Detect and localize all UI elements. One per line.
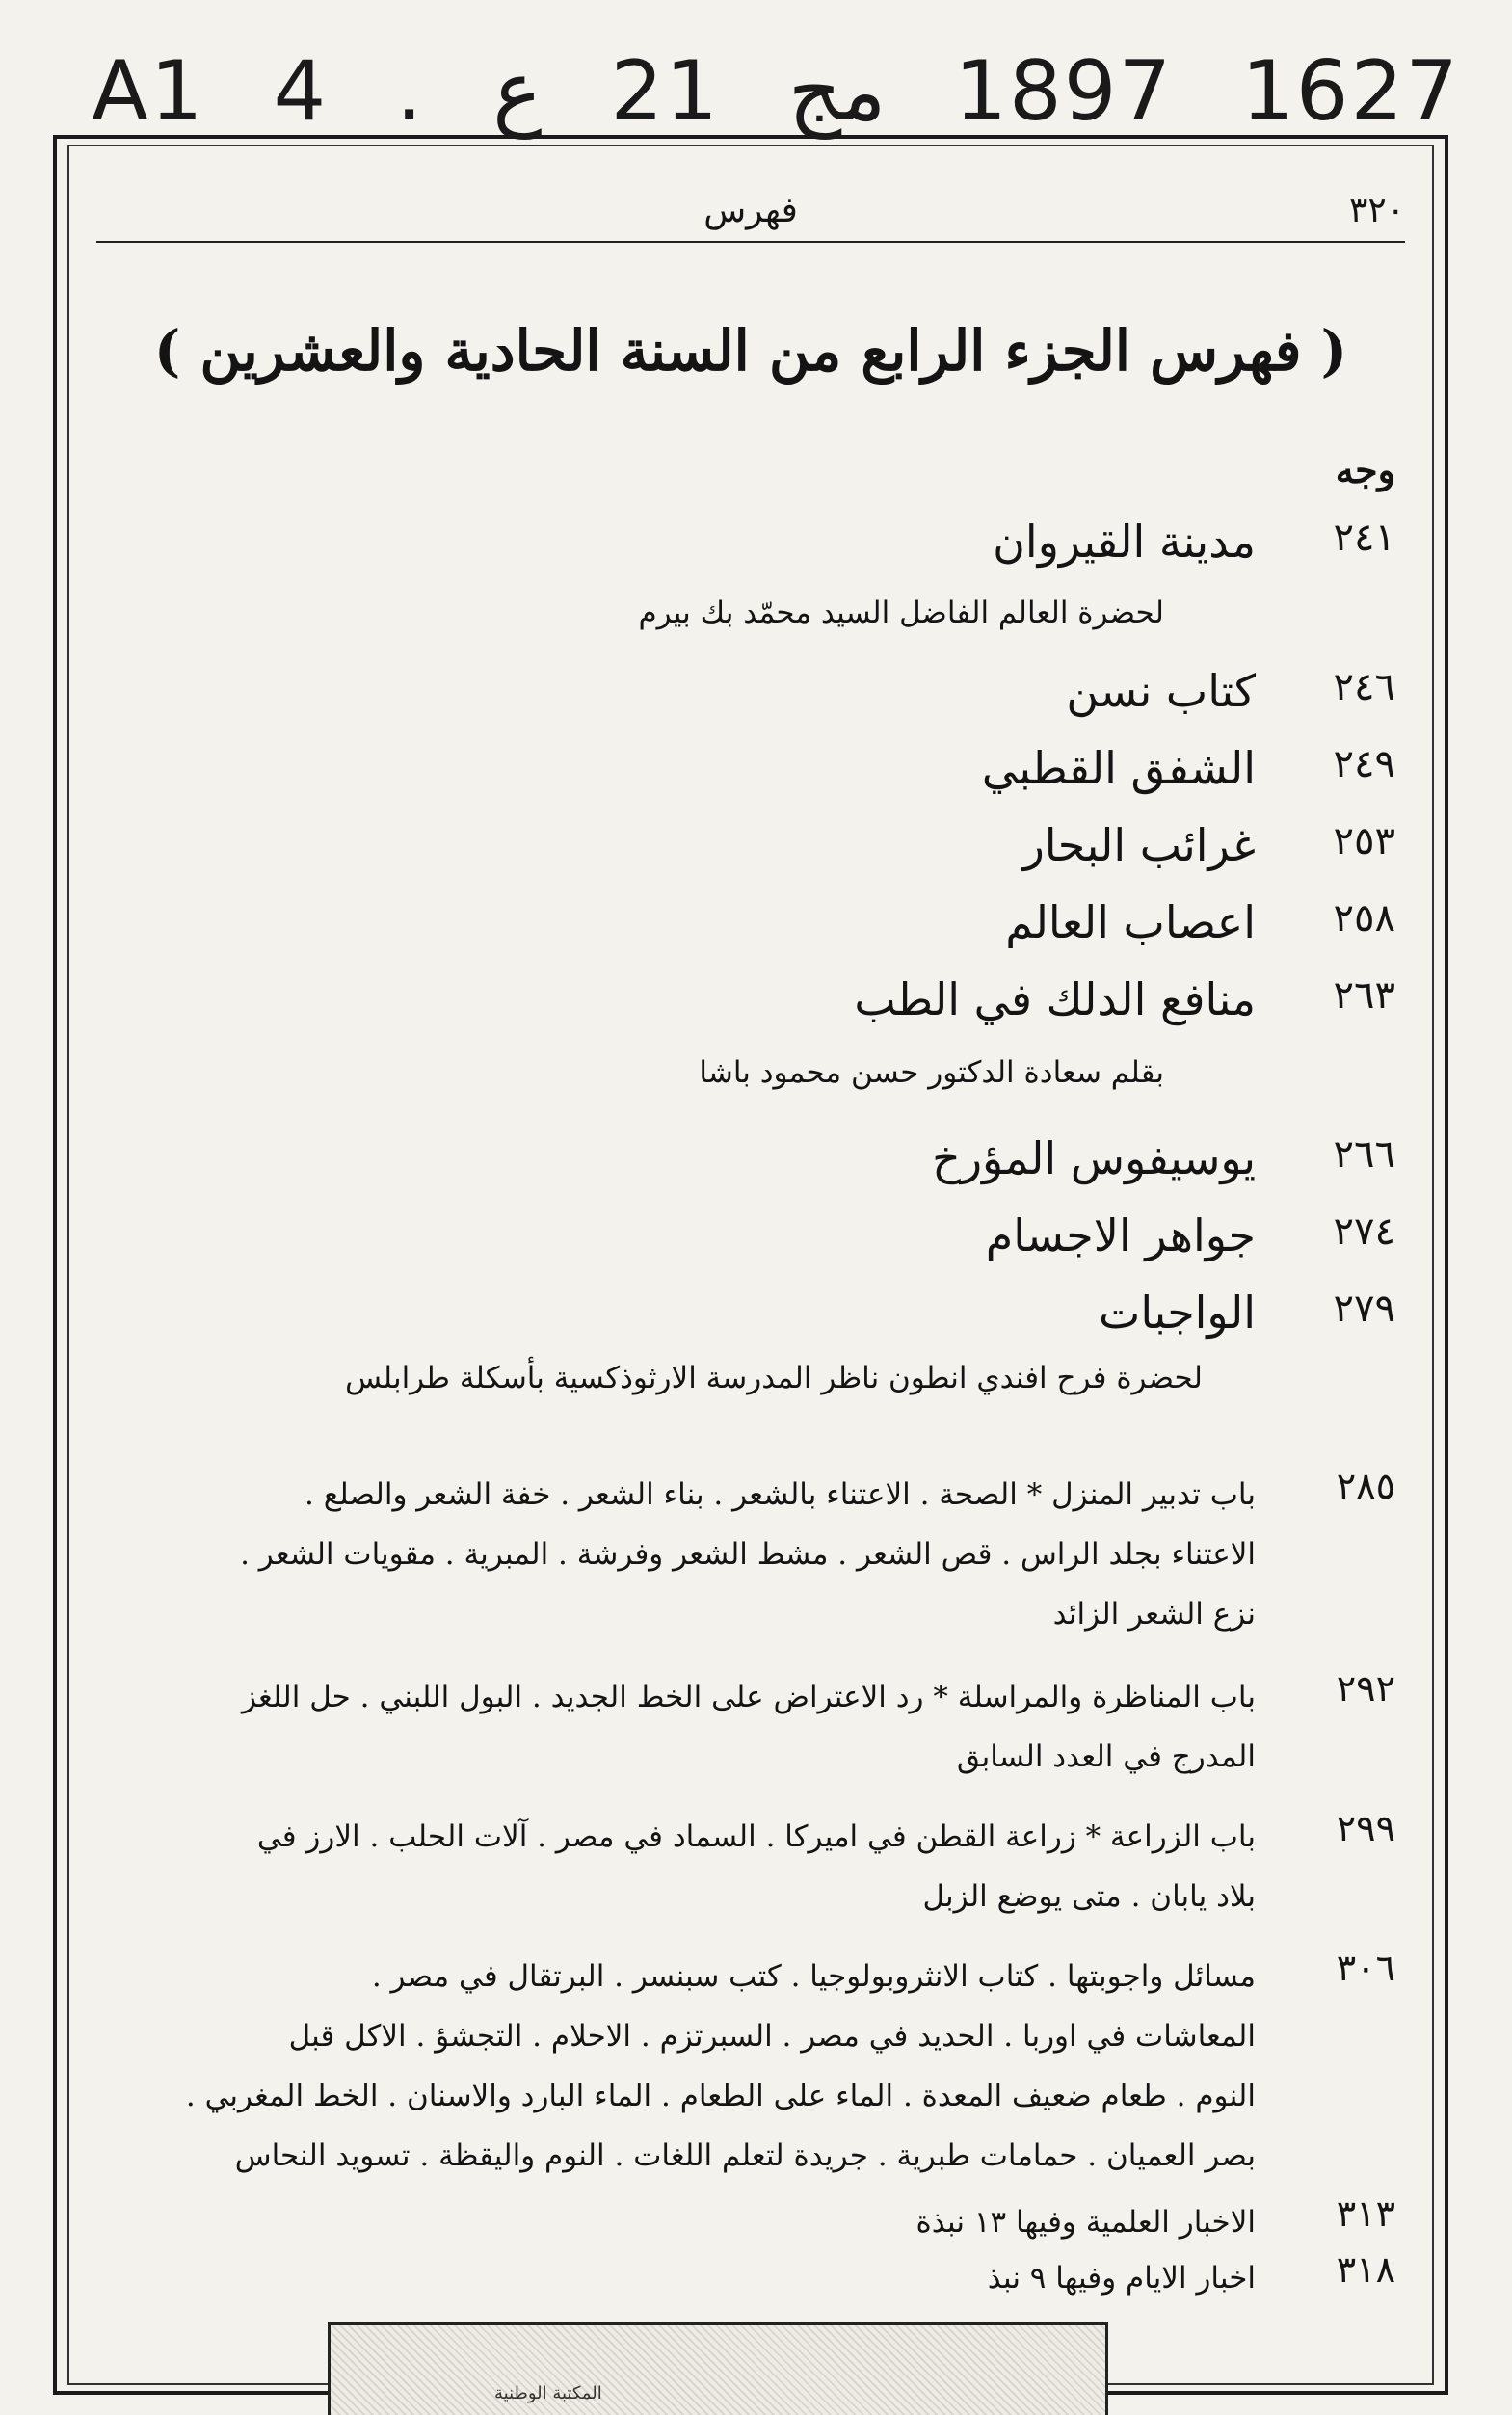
section-page: ٢٩٩	[1336, 1807, 1395, 1849]
byline-text: بقلم سعادة الدكتور حسن محمود باشا	[699, 1055, 1164, 1090]
entry-title: منافع الدلك في الطب	[854, 973, 1256, 1025]
library-stamp	[328, 2322, 1108, 2415]
entry-title: مدينة القيروان	[993, 516, 1256, 568]
section-line: الاخبار العلمية وفيها ١٣ نبذة	[915, 2205, 1256, 2240]
entry-page: ٢٧٤	[1333, 1209, 1395, 1254]
entry-page: ٢٦٦	[1333, 1132, 1395, 1177]
section-page: ٣٠٦	[1336, 1947, 1395, 1989]
entry-title: غرائب البحار	[1022, 819, 1256, 871]
entry-title: الواجبات	[1099, 1287, 1256, 1339]
entry-page: ٢٤١	[1333, 516, 1395, 560]
section-line: باب تدبير المنزل * الصحة . الاعتناء بالشعر . بناء الشعر . خفة الشعر والصلع .	[305, 1477, 1256, 1512]
section-line: النوم . طعام ضعيف المعدة . الماء على الطعام . الماء البارد والاسنان . الخط المغربي .	[185, 2079, 1256, 2113]
note-part: 1897	[954, 43, 1174, 140]
note-part: ع	[492, 43, 543, 140]
note-part: .	[396, 43, 425, 140]
note-part: 1627	[1241, 43, 1460, 140]
index-page	[67, 145, 1434, 2385]
entry-page: ٢٥٣	[1333, 819, 1395, 863]
section-line: بلاد يابان . متى يوضع الزبل	[922, 1879, 1256, 1914]
note-part: 4	[273, 43, 329, 140]
byline-text: لحضرة العالم الفاضل السيد محمّد بك بيرم	[638, 596, 1164, 630]
note-part: مج	[787, 43, 887, 140]
page-column-label: وجه	[1335, 448, 1395, 491]
entry-page: ٢٤٩	[1333, 742, 1395, 786]
section-page: ٢٩٢	[1336, 1667, 1395, 1710]
page-number: ٣٢٠	[1348, 191, 1405, 230]
entry-title: الشفق القطبي	[981, 742, 1256, 794]
stamp-text: المكتبة الوطنية	[494, 2383, 602, 2403]
note-part: 21	[610, 43, 720, 140]
byline-text: لحضرة فرح افندي انطون ناظر المدرسة الارثوذكسية بأسكلة طرابلس	[345, 1361, 1203, 1395]
page-title: ( فهرس الجزء الرابع من السنة الحادية والعشرين )	[153, 318, 1348, 384]
section-line: نزع الشعر الزائد	[1052, 1597, 1256, 1632]
entry-title: اعصاب العالم	[1005, 896, 1256, 948]
section-line: مسائل واجوبتها . كتاب الانثروبولوجيا . كتب سبنسر . البرتقال في مصر .	[371, 1959, 1256, 1994]
section-page: ٣١٨	[1336, 2248, 1395, 2291]
note-part: A1	[92, 43, 205, 140]
entry-page: ٢٤٦	[1333, 665, 1395, 709]
entry-page: ٢٦٣	[1333, 973, 1395, 1018]
entry-title: كتاب نسن	[1066, 665, 1256, 717]
entry-page: ٢٧٩	[1333, 1287, 1395, 1331]
section-line: المدرج في العدد السابق	[956, 1739, 1256, 1774]
section-line: اخبار الايام وفيها ٩ نبذ	[987, 2261, 1256, 2296]
entry-page: ٢٥٨	[1333, 896, 1395, 941]
running-header	[96, 191, 1405, 243]
handwritten-catalog-note	[92, 39, 1460, 145]
entry-title: جواهر الاجسام	[985, 1209, 1256, 1261]
section-page: ٢٨٥	[1336, 1465, 1395, 1507]
section-page: ٣١٣	[1336, 2192, 1395, 2235]
section-line: بصر العميان . حمامات طبرية . جريدة لتعلم اللغات . النوم واليقظة . تسويد النحاس	[234, 2138, 1256, 2173]
header-title: فهرس	[703, 191, 798, 230]
section-line: المعاشات في اوربا . الحديد في مصر . السبرتزم . الاحلام . التجشؤ . الاكل قبل	[288, 2019, 1256, 2054]
entry-title: يوسيفوس المؤرخ	[932, 1132, 1256, 1184]
section-line: الاعتناء بجلد الراس . قص الشعر . مشط الشعر وفرشة . المبرية . مقويات الشعر .	[240, 1537, 1256, 1572]
section-line: باب المناظرة والمراسلة * رد الاعتراض على الخط الجديد . البول اللبني . حل اللغز	[241, 1680, 1256, 1714]
section-line: باب الزراعة * زراعة القطن في اميركا . السماد في مصر . آلات الحلب . الارز في	[256, 1819, 1256, 1854]
